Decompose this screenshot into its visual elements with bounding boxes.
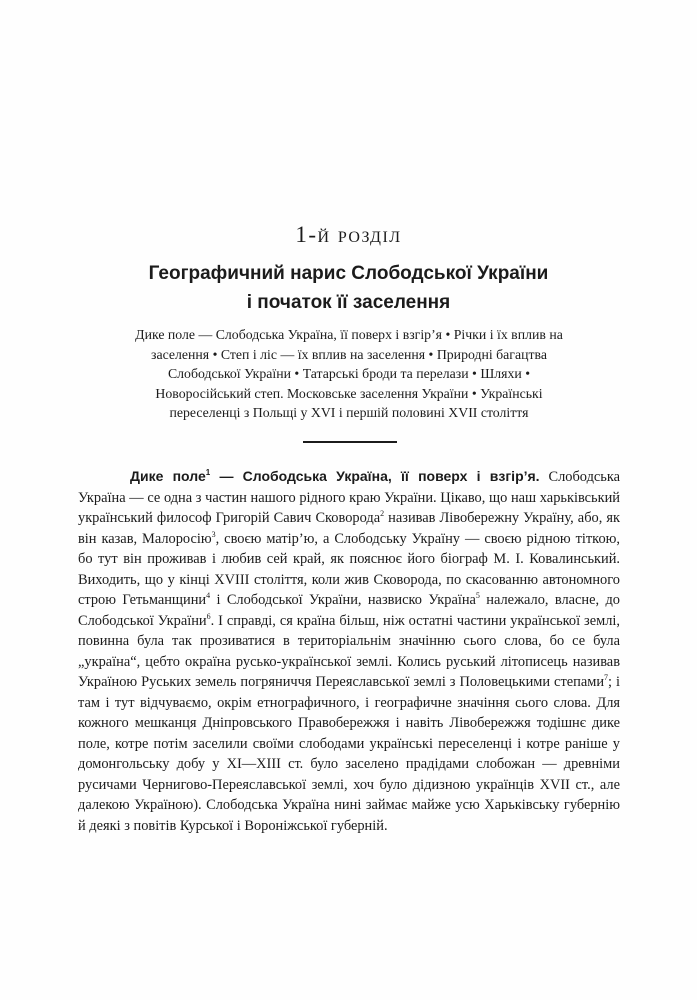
text-run: і Слободської України, назвиско Україна: [210, 592, 476, 608]
chapter-title-line-2: і початок її заселення: [246, 292, 451, 313]
text-run: належало, власне, до Слободської України: [78, 592, 620, 629]
footnote-ref-2: 2: [380, 509, 385, 518]
chapter-title: [0, 259, 697, 317]
footnote-ref-3: 3: [211, 529, 216, 539]
text-run: ; і там і тут відчуваємо, окрім етнографичного, і географичне значіння сього слова. Для кожного мешканця Дніпровського Правобережжя і навіть Лівобережжя тодішнє дике поле, котре потім заселили своїми слободами українські переселенці і котре раніше у домонгольську добу у XI—XIII ст. було заселено прадідами слобожан — древніми русичами Чернигово-Переяславської землі, хоч було дідизною українців XVII ст., але далекою Україною). Слободська Україна нині займає майже усю Харьківську губернію й деякі з повітів Курської і Вороніжської губерній.: [78, 674, 620, 834]
text-run: називав Лівобережну Україну, або, як він казав, Малоросію: [78, 510, 620, 547]
chapter-title-line-1: Географичний нарис Слободської України: [148, 263, 549, 284]
section-heading-text: Дике поле: [130, 468, 206, 484]
section-heading: [130, 468, 540, 484]
footnote-ref-4: 4: [206, 591, 211, 600]
section-divider: [303, 441, 397, 443]
chapter-summary: Дике поле — Слободська Україна, її поверх і взгір’я • Річки і їх вплив на заселення • Степ і ліс — їх вплив на заселення • Природні багацтва Слободської України • Татарські броди та перелази • Шляхи • Новоросійський степ. Московське заселення України • Українські переселенці з Польщі у XVI і першій половині XVII століття: [135, 327, 563, 421]
text-run: Слободська Україна — се одна з частин нашого рідного краю України. Цікаво, що наш харьківський український философ Григорій Савич Сковорода: [78, 469, 621, 526]
footnote-ref-5: 5: [475, 591, 480, 600]
paragraph: [78, 466, 620, 836]
footnote-ref-7: 7: [604, 673, 609, 682]
footnote-ref-6: 6: [206, 611, 211, 621]
text-run: , своєю матір’ю, а Слободську Україну — своєю рідною тіткою, бо тут він проживав і любив сей край, як пояснює його біограф М. І. Ковалинський. Виходить, що у кінці XVIII століття, коли жив Сковорода, по скасованню автономного строю Гетьманщини: [78, 530, 620, 608]
body-text: [78, 466, 620, 836]
section-heading-rest: — Слободська Україна, її поверх і взгір’я.: [210, 468, 540, 484]
footnote-ref-1: 1: [205, 468, 211, 477]
chapter-number: 1-й розділ: [295, 222, 402, 247]
text-run: . І справді, ся країна більш, ніж остатні частини української землі, повинна була так прозиватися в територіальнім значінню сього слова, бо се була „україна“, цебто окраїна русько-української землі. Колись руський літописець називав Україною Руських земель погряниччя Переяславської землі з Половецькими степами: [78, 612, 620, 690]
